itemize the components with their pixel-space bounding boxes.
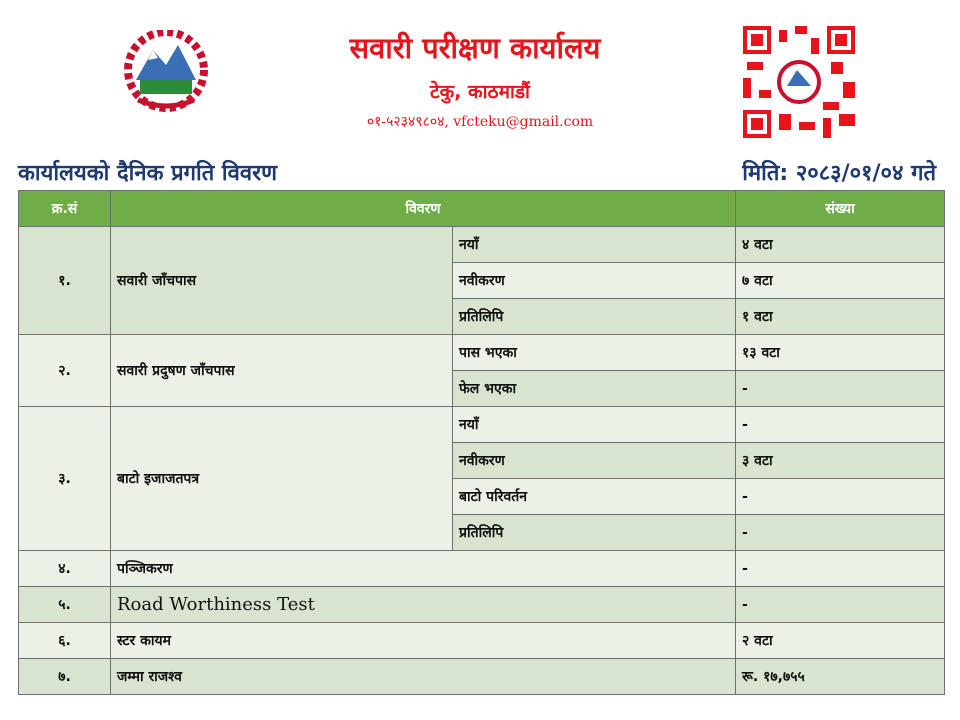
header-description: विवरण — [111, 191, 736, 227]
subcategory-cell: बाटो परिवर्तन — [453, 479, 736, 515]
count-cell: १३ वटा — [736, 335, 945, 371]
serial-cell: ५. — [19, 587, 111, 623]
count-cell: रू. १७,७५५ — [736, 659, 945, 695]
table-row — [19, 551, 945, 587]
count-cell: - — [736, 371, 945, 407]
count-cell: - — [736, 551, 945, 587]
serial-cell: ६. — [19, 623, 111, 659]
count-cell: ३ वटा — [736, 443, 945, 479]
serial-cell: ३. — [19, 407, 111, 551]
serial-cell: १. — [19, 227, 111, 335]
subcategory-cell: नवीकरण — [453, 443, 736, 479]
category-cell: पञ्जिकरण — [111, 551, 736, 587]
header-count: संख्या — [736, 191, 945, 227]
report-date: मिति: २०८३/०१/०४ गते — [742, 161, 936, 186]
subcategory-cell: फेल भएका — [453, 371, 736, 407]
subcategory-cell: पास भएका — [453, 335, 736, 371]
table-row — [19, 587, 945, 623]
table-row — [19, 335, 945, 371]
office-title: सवारी परीक्षण कार्यालय — [349, 31, 601, 65]
serial-cell: २. — [19, 335, 111, 407]
table-header-row — [19, 191, 945, 227]
serial-cell: ४. — [19, 551, 111, 587]
count-cell: ४ वटा — [736, 227, 945, 263]
category-cell: जम्मा राजश्व — [111, 659, 736, 695]
subcategory-cell: प्रतिलिपि — [453, 299, 736, 335]
count-cell: ७ वटा — [736, 263, 945, 299]
count-cell: - — [736, 479, 945, 515]
count-cell: - — [736, 587, 945, 623]
progress-table — [18, 190, 945, 695]
office-contact: ०१-५२३४९८०४, vfcteku@gmail.com — [366, 114, 594, 130]
category-cell: स्टर कायम — [111, 623, 736, 659]
subcategory-cell: नवीकरण — [453, 263, 736, 299]
count-cell: - — [736, 407, 945, 443]
table-row — [19, 407, 945, 443]
category-cell: सवारी प्रदुषण जाँचपास — [111, 335, 453, 407]
qr-code — [743, 26, 855, 138]
office-location: टेकु, काठमाडौं — [430, 81, 530, 103]
count-cell: २ वटा — [736, 623, 945, 659]
category-cell: Road Worthiness Test — [111, 587, 736, 623]
category-cell: सवारी जाँचपास — [111, 227, 453, 335]
subcategory-cell: नयाँ — [453, 407, 736, 443]
count-cell: - — [736, 515, 945, 551]
subcategory-cell: नयाँ — [453, 227, 736, 263]
count-cell: १ वटा — [736, 299, 945, 335]
table-row — [19, 227, 945, 263]
subcategory-cell: प्रतिलिपि — [453, 515, 736, 551]
table-row — [19, 623, 945, 659]
category-cell: बाटो इजाजतपत्र — [111, 407, 453, 551]
serial-cell: ७. — [19, 659, 111, 695]
report-heading: कार्यालयको दैनिक प्रगति विवरण — [18, 161, 277, 186]
header-serial: क्र.सं — [19, 191, 111, 227]
table-row — [19, 659, 945, 695]
